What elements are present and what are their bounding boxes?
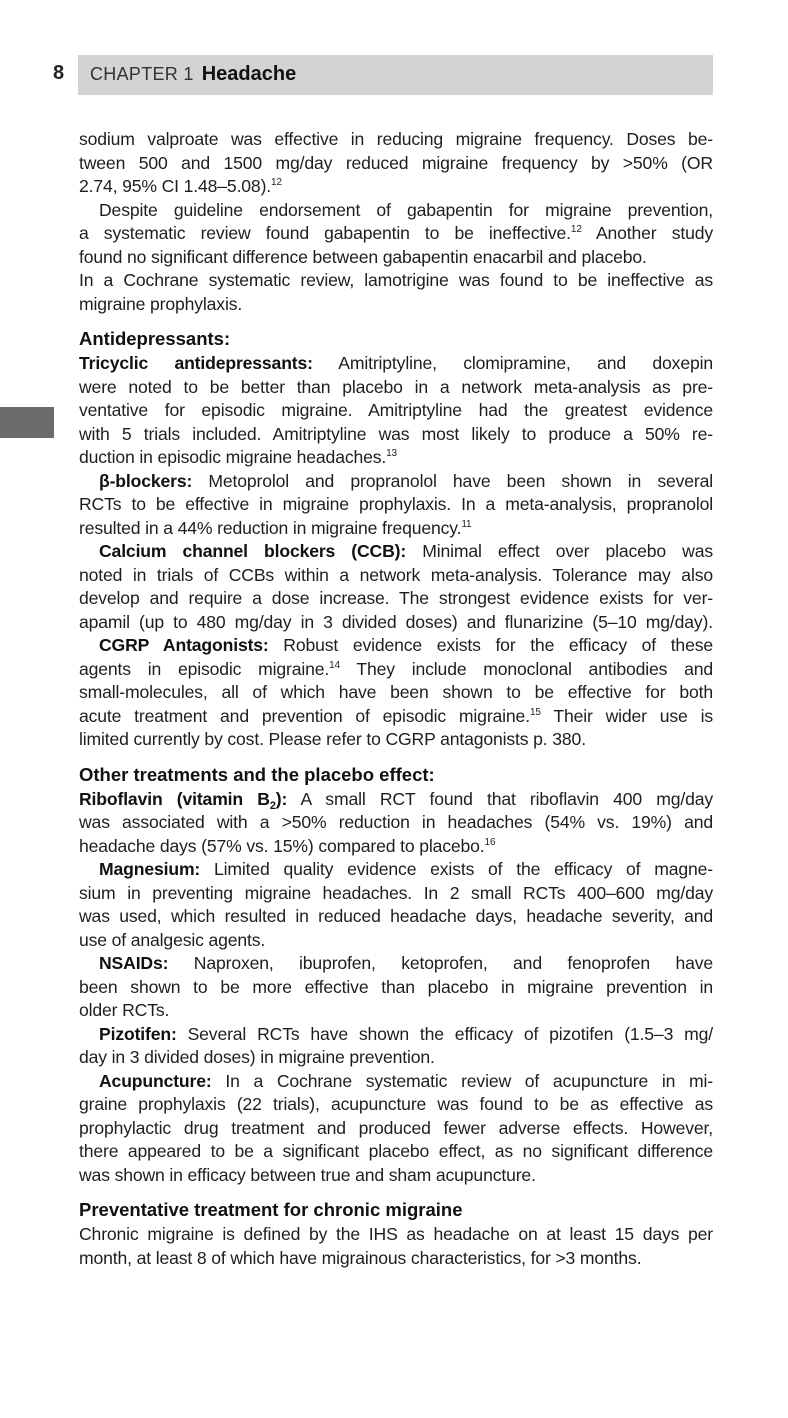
text: Limited quality evidence exists of the efficacy of magne-: [200, 859, 713, 879]
paragraph-magnesium: [79, 858, 713, 952]
text-line: with 5 trials included. Amitriptyline was most likely to produce a 50% re-: [79, 423, 713, 444]
term-label: Calcium channel blockers (CCB):: [99, 541, 407, 561]
page-number: 8: [53, 62, 65, 84]
text-line: ventative for episodic migraine. Amitriptyline had the greatest evidence: [79, 400, 713, 420]
text-line: use of analgesic agents.: [79, 929, 266, 950]
chapter-thumb-tab: [0, 407, 54, 438]
reference-marker: 15: [529, 706, 541, 718]
text-line: tween 500 and 1500 mg/day reduced migraine frequency by >50% (OR: [79, 152, 713, 173]
text: In a Cochrane systematic review of acupuncture in mi-: [211, 1070, 713, 1091]
paragraph-chronic-definition: [79, 1223, 713, 1270]
text-line: small-molecules, all of which have been shown to be effective for both: [79, 682, 713, 702]
text-line: [79, 858, 713, 882]
text-line: [79, 517, 713, 541]
paragraph-gabapentin: [79, 199, 713, 317]
paragraph-cgrp: [79, 634, 713, 752]
paragraph-acupuncture: [79, 1070, 713, 1188]
chapter-label: CHAPTER 1: [90, 64, 194, 84]
text-line: sodium valproate was effective in reducing migraine frequency. Doses be-: [79, 129, 713, 149]
text: resulted in a 44% reduction in migraine frequency.: [79, 517, 462, 538]
term-label: Pizotifen:: [99, 1023, 177, 1044]
text-line: [79, 1023, 713, 1047]
text: acute treatment and prevention of episodic migraine.: [79, 705, 530, 726]
section-heading-other-treatments: Other treatments and the placebo effect:: [79, 763, 435, 785]
text-line: [79, 352, 713, 376]
text: duction in episodic migraine headaches.: [79, 447, 387, 467]
text: Their wider use is: [540, 705, 713, 726]
paragraph-ccb: [79, 540, 713, 634]
text: Several RCTs have shown the efficacy of pizotifen (1.5–3 mg/: [176, 1023, 713, 1044]
text-line: [79, 835, 713, 859]
text-line: [79, 952, 713, 976]
text-line: RCTs to be effective in migraine prophylaxis. In a meta-analysis, propranolol: [79, 494, 713, 514]
reference-marker: 14: [329, 659, 340, 671]
text-line: was associated with a >50% reduction in headaches (54% vs. 19%) and: [79, 812, 713, 832]
text-line: limited currently by cost. Please refer to CGRP antagonists p. 380.: [79, 729, 586, 749]
text-line: Despite guideline endorsement of gabapentin for migraine prevention,: [99, 199, 713, 220]
text-line: older RCTs.: [79, 1000, 170, 1020]
term-label: Acupuncture:: [99, 1070, 212, 1091]
section-heading-chronic-migraine: Preventative treatment for chronic migraine: [79, 1199, 463, 1220]
term-label: β-blockers:: [99, 470, 193, 491]
paragraph-riboflavin: [79, 788, 713, 859]
text-line: [79, 788, 713, 812]
term-label: CGRP Antagonists:: [99, 635, 269, 655]
section-heading-antidepressants: Antidepressants:: [79, 328, 231, 349]
text: Minimal effect over placebo was: [406, 541, 713, 561]
text-line: [79, 1070, 713, 1094]
text: headache days (57% vs. 15%) compared to placebo.: [79, 835, 485, 856]
text: A small RCT found that riboflavin 400 mg/day: [287, 788, 713, 809]
text-line: sium in preventing migraine headaches. In 2 small RCTs 400–600 mg/day: [79, 882, 713, 903]
text: Naproxen, ibuprofen, ketoprofen, and fenoprofen have: [168, 953, 713, 973]
running-header: [78, 55, 713, 95]
text-line: day in 3 divided doses) in migraine prevention.: [79, 1047, 435, 1067]
reference-marker: 12: [570, 224, 582, 235]
text-line: [79, 222, 713, 246]
page-body: [79, 128, 713, 1270]
text-line: Chronic migraine is defined by the IHS as headache on at least 15 days per: [79, 1224, 713, 1244]
subscript: 2: [269, 799, 276, 812]
paragraph-beta-blockers: [79, 470, 713, 541]
text: ):: [275, 788, 288, 809]
text-line: graine prophylaxis (22 trials), acupuncture was found to be as effective as: [79, 1094, 713, 1114]
text: Robust evidence exists for the efficacy of these: [268, 635, 713, 655]
text-line: [79, 175, 713, 199]
reference-marker: 13: [386, 448, 397, 459]
text-line: migraine prophylaxis.: [79, 293, 243, 314]
text-line: were noted to be better than placebo in a network meta-analysis as pre-: [79, 376, 713, 397]
text: Riboflavin (vitamin B: [79, 788, 270, 809]
text-line: prophylactic drug treatment and produced fewer adverse effects. However,: [79, 1117, 713, 1138]
text: 2.74, 95% CI 1.48–5.08).: [79, 176, 272, 196]
text-line: been shown to be more effective than placebo in migraine prevention in: [79, 976, 713, 997]
text-line: [79, 470, 713, 494]
paragraph-valproate: [79, 128, 713, 199]
text-line: develop and require a dose increase. The strongest evidence exists for ver-: [79, 588, 713, 608]
text-line: found no significant difference between gabapentin enacarbil and placebo.: [79, 246, 647, 267]
paragraph-nsaids: [79, 952, 713, 1023]
text-line: [79, 658, 713, 682]
text-line: was shown in efficacy between true and sham acupuncture.: [79, 1164, 536, 1185]
text: Another study: [581, 223, 713, 243]
text: agents in episodic migraine.: [79, 658, 330, 679]
text: They include monoclonal antibodies and: [339, 658, 713, 679]
text-line: was used, which resulted in reduced headache days, headache severity, and: [79, 906, 713, 926]
term-label: Tricyclic antidepressants:: [79, 353, 313, 373]
chapter-title: Headache: [201, 63, 297, 85]
reference-marker: 16: [484, 836, 496, 848]
text-line: month, at least 8 of which have migrainous characteristics, for >3 months.: [79, 1247, 642, 1268]
text-line: [79, 634, 713, 658]
text-line: [79, 540, 713, 564]
text-line: In a Cochrane systematic review, lamotrigine was found to be ineffective as: [79, 270, 713, 290]
reference-marker: 12: [271, 177, 282, 188]
text-line: [79, 446, 713, 470]
paragraph-tricyclic: [79, 352, 713, 470]
term-label: [79, 788, 288, 812]
term-label: NSAIDs:: [99, 953, 169, 973]
text-line: apamil (up to 480 mg/day in 3 divided doses) and flunarizine (5–10 mg/day).: [79, 611, 713, 632]
text: Amitriptyline, clomipramine, and doxepin: [312, 353, 713, 373]
term-label: Magnesium:: [99, 859, 201, 879]
paragraph-pizotifen: [79, 1023, 713, 1070]
text-line: there appeared to be a significant placebo effect, as no significant difference: [79, 1141, 713, 1161]
text: Metoprolol and propranolol have been shown in several: [192, 470, 713, 491]
reference-marker: 11: [461, 518, 472, 530]
text-line: [79, 705, 713, 729]
text-line: noted in trials of CCBs within a network meta-analysis. Tolerance may also: [79, 564, 713, 585]
text: a systematic review found gabapentin to be ineffective.: [79, 223, 571, 243]
